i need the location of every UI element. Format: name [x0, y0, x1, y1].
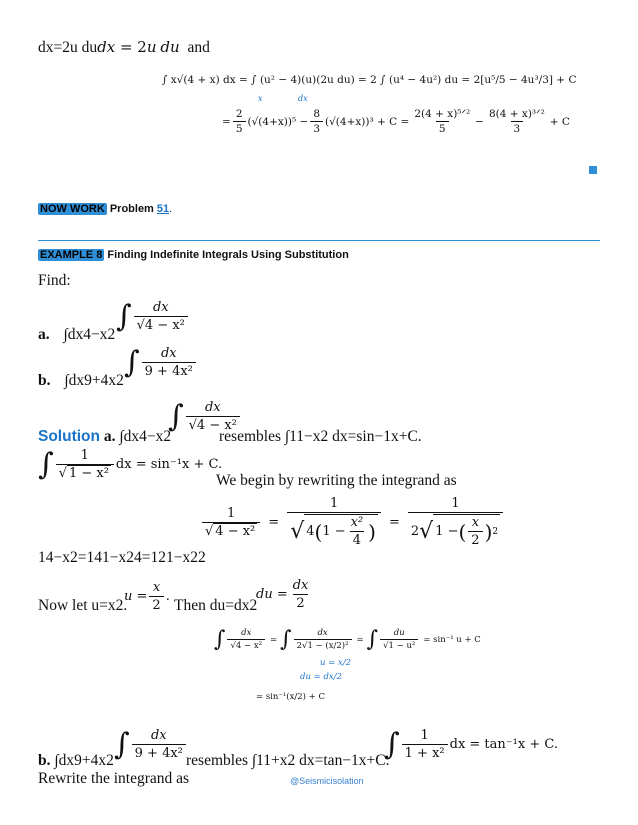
then-du-text: Then du=dx2: [174, 597, 258, 614]
rewrite-integrand-text: Rewrite the integrand as: [38, 770, 190, 787]
part-a-text: ∫dx4−x2: [63, 326, 116, 343]
rw-den1: 4 − x²: [215, 523, 256, 539]
solution-a-resembles: resembles ∫11−x2 dx=sin−1x+C.: [219, 428, 422, 445]
example-title: Finding Indefinite Integrals Using Substitution: [107, 249, 349, 261]
integral-sign-icon: ∫: [214, 626, 226, 652]
section-divider: [38, 240, 600, 241]
let-u-text: Now let u=x2.: [38, 597, 128, 614]
arctan-ref-num: 1: [420, 728, 429, 743]
then-2: 2: [293, 594, 307, 611]
part-a-integral: [116, 300, 190, 333]
chain-right-num: du: [393, 628, 405, 638]
rw-num3: 1: [451, 496, 460, 511]
then-du-lhs: du =: [256, 587, 288, 602]
solution-label: Solution: [38, 428, 100, 445]
chain-du-note: du = dx/2: [300, 672, 342, 682]
part-b-fraction: [142, 346, 196, 379]
plain-rewrite-line: 14−x2=141−x24=121−x22: [38, 549, 206, 566]
rw-sq: 2: [492, 526, 499, 537]
equation-row1-text: ∫ x√(4 + x) dx = ∫ (u² − 4)(u)(2u du) = 2 ∫ (u⁴ − 4u²) du = 2[u⁵/5 − 4u³/3] + C: [162, 74, 577, 86]
row2-frac1-num: 2: [235, 108, 243, 120]
intro-math-du: du: [160, 38, 180, 56]
substitution-equation-row2: [222, 108, 570, 135]
solution-b-label: b.: [38, 752, 51, 769]
chain-mid-num: dx: [317, 628, 328, 638]
let-u-lhs: u =: [124, 589, 148, 604]
rewritten-integrand: $\frac{1}{\text{√ 4 − x²}}$ = 1 √ 4 ( 1 − $\frac{\text{x²}}{4}$ ) = 1 2 √ 1 − ( $\frac{x}{2}$ ) 2: [200, 496, 505, 548]
watermark: @Seismicisolation: [290, 776, 364, 786]
row2-frac1-den: 5: [233, 121, 246, 135]
integral-sign-icon: ∫: [124, 344, 140, 380]
rw-x2: x²: [350, 515, 364, 530]
example-part-b: [38, 372, 124, 390]
rw-frac1: $\frac{1}{\text{√ 4 − x²}}$: [202, 506, 260, 539]
row2-eq: =: [222, 115, 231, 128]
arctan-ref-den: 1 + x²: [402, 744, 448, 761]
ref-fraction: $\frac{1}{\text{√ 1 − x²}}$: [56, 448, 114, 481]
intro-math-dx: dx: [97, 38, 116, 56]
solution-a-text: ∫dx4−x2: [119, 428, 172, 445]
rw-frac2: 1 √ 4 ( 1 − $\frac{\text{x²}}{4}$ ): [287, 496, 381, 548]
row2-frac3: [411, 108, 473, 135]
solution-b-num: dx: [150, 728, 167, 743]
solution-b-den: 9 + 4x²: [132, 744, 186, 761]
row2-frac4-num: 8(4 + x)³ᐟ²: [488, 108, 545, 120]
example-header: [38, 249, 349, 261]
row2-b: (√(4+x))³ + C =: [325, 115, 410, 128]
row2-frac4: [486, 108, 548, 135]
reference-arctan-formula: [384, 728, 558, 761]
integral-sign-icon: ∫: [384, 726, 400, 762]
integral-sign-icon: ∫: [116, 298, 132, 334]
chain-mid-den: 2√1 − (x/2)²: [294, 639, 352, 651]
solution-a-num: dx: [204, 400, 221, 415]
row2-frac1: [233, 108, 246, 135]
row2-a: (√(4+x))⁵ −: [247, 115, 309, 128]
chain-left-num: dx: [241, 628, 252, 638]
integral-sign-icon: ∫: [114, 726, 130, 762]
chain-final: = sin⁻¹(x/2) + C: [256, 692, 326, 702]
row2-frac3-den: 5: [436, 121, 449, 135]
ref-num: 1: [80, 448, 89, 463]
arctan-ref-rhs: dx = tan⁻¹x + C.: [449, 737, 558, 752]
rw-num1: 1: [227, 505, 236, 521]
rw-2: 2: [468, 531, 482, 548]
rw-x: x: [471, 515, 480, 530]
substitution-equation-row1: [162, 74, 576, 86]
let-x: x: [152, 580, 161, 595]
chain-left-den: √4 − x²: [227, 639, 265, 651]
part-b-num: dx: [160, 346, 177, 361]
intro-text: dx=2u du: [38, 39, 98, 56]
solution-b-text: ∫dx9+4x2: [54, 752, 114, 769]
row2-frac3-num: 2(4 + x)⁵ᐟ²: [414, 108, 471, 120]
rw-den3b: 1 −: [435, 524, 459, 539]
part-a-fraction: [134, 300, 188, 333]
then-du-math: [256, 578, 313, 611]
problem-51-link[interactable]: 51: [156, 203, 170, 215]
now-work-badge: NOW WORK: [40, 203, 105, 215]
integral-sign-icon: ∫: [38, 446, 54, 482]
underbrace-dx-note: dx: [298, 94, 308, 103]
now-work-line: [38, 203, 172, 215]
let-u-math: [124, 580, 170, 613]
end-of-example-square-icon: [589, 166, 597, 174]
part-b-integral: [124, 346, 198, 379]
row2-end: + C: [549, 115, 570, 128]
row2-frac2: [310, 108, 323, 135]
underbrace-x-note: x: [258, 94, 263, 103]
substitution-chain: ∫ $\frac{dx}{\text{√4 − x²}}$ = ∫ $\frac{dx}{\text{2√1 − (x/2)²}}$ = ∫ $\frac{du}{\text{√1 − u²}}$ = sin⁻¹ u + C: [214, 626, 481, 652]
find-label: Find:: [38, 272, 71, 289]
part-a-num: dx: [152, 300, 169, 315]
part-b-label: b.: [38, 372, 51, 389]
chain-rhs: = sin⁻¹ u + C: [423, 634, 481, 645]
rw-4: 4: [350, 531, 364, 548]
row2-frac2-num: 8: [313, 108, 321, 120]
solution-a-label: a.: [103, 428, 116, 445]
solution-a-line: [38, 428, 422, 446]
part-b-den: 9 + 4x²: [142, 362, 196, 379]
let-dot: .: [165, 589, 170, 604]
example-badge: EXAMPLE 8: [40, 249, 103, 261]
intro-math-u: u: [146, 38, 157, 56]
solution-a-den: √4 − x²: [186, 416, 240, 433]
intro-and: and: [187, 39, 210, 56]
part-a-label: a.: [38, 326, 50, 343]
ref-rhs: dx = sin⁻¹x + C.: [115, 457, 223, 472]
integral-sign-icon: ∫: [280, 626, 292, 652]
intro-line: [38, 38, 210, 57]
reference-arcsin-formula: [38, 448, 222, 481]
example-part-a: [38, 326, 115, 344]
chain-u-note: u = x/2: [320, 658, 352, 668]
rw-den2a: 4: [306, 524, 315, 539]
solution-b-line: [38, 752, 114, 770]
rw-frac3: 1 2 √ 1 − ( $\frac{x}{2}$ ) 2: [408, 496, 503, 548]
row2-minus: −: [475, 115, 484, 128]
chain-right-den: √1 − u²: [380, 639, 418, 651]
row2-frac4-den: 3: [511, 121, 524, 135]
rw-num2: 1: [329, 496, 339, 511]
part-a-den: √4 − x²: [134, 316, 188, 333]
solution-b-resembles: resembles ∫11+x2 dx=tan−1x+C.: [186, 752, 390, 769]
then-dx: dx: [292, 578, 309, 593]
integral-sign-icon: ∫: [366, 626, 379, 652]
ref-den: 1 − x²: [68, 466, 109, 481]
intro-math-eq: = 2: [115, 38, 147, 56]
begin-rewrite-text: We begin by rewriting the integrand as: [216, 472, 457, 489]
now-work-problem-label: Problem: [109, 203, 154, 215]
rw-den2b: 1 −: [322, 524, 346, 539]
integral-sign-icon: ∫: [168, 398, 184, 434]
row2-frac2-den: 3: [310, 121, 323, 135]
part-b-text: ∫dx9+4x2: [64, 372, 124, 389]
now-work-dot: .: [169, 203, 173, 215]
rw-den3a: 2: [410, 523, 420, 539]
solution-b-integral: [114, 728, 188, 761]
let-2: 2: [149, 596, 163, 613]
